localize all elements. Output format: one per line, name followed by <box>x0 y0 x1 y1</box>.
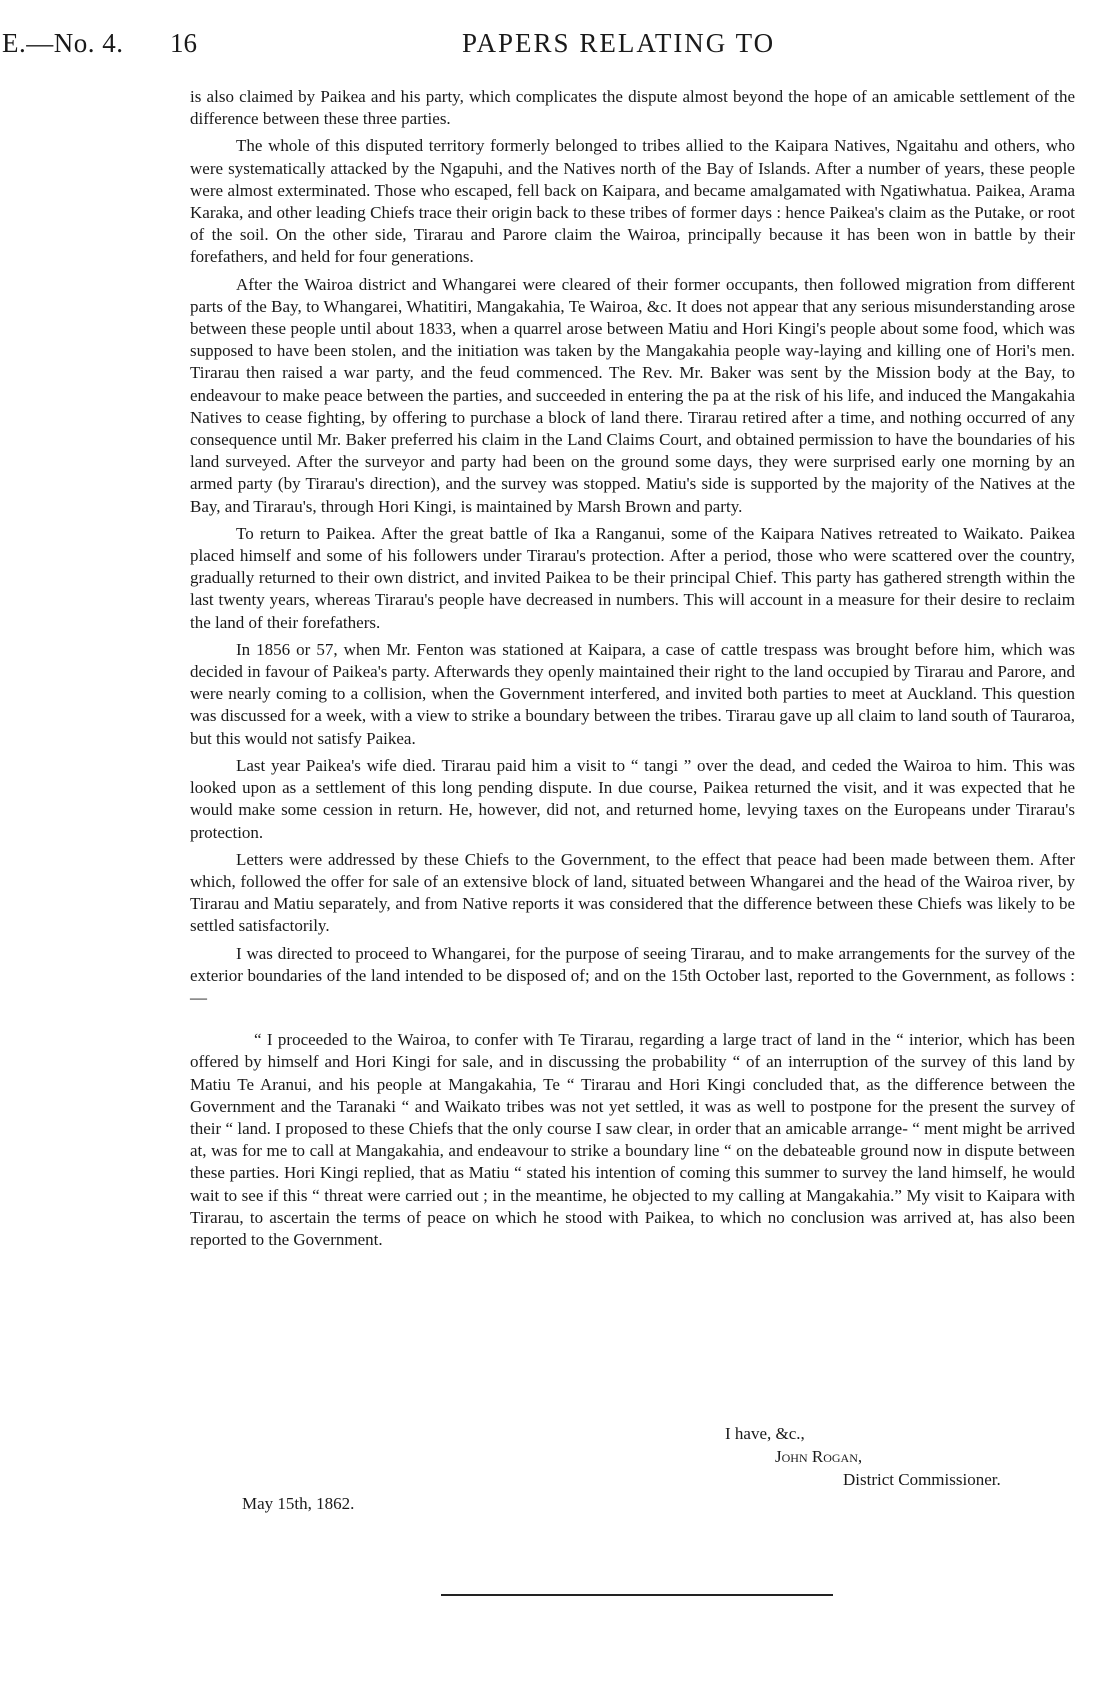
paragraph: I was directed to proceed to Whangarei, for the purpose of seeing Tirarau, and to make arrangements for the survey of the exterior boundaries of the land intended to be disposed of; and on the 15th October last, reported to the Government, as follows :— <box>190 943 1075 1007</box>
closing-rule <box>441 1594 833 1596</box>
signature-block <box>190 1422 1075 1532</box>
document-body <box>190 86 1075 1256</box>
document-reference: E.—No. 4. <box>2 28 124 58</box>
paragraph: In 1856 or 57, when Mr. Fenton was stationed at Kaipara, a case of cattle trespass was brought before him, which was decided in favour of Paikea's party. Afterwards they openly maintained their right to the land occupied by Tirarau and Parore, and were nearly coming to a collision, when the Government interfered, and invited both parties to meet at Auckland. This question was discussed for a week, with a view to strike a boundary between the tribes. Tirarau gave up all claim to land south of Tauraroa, but this would not satisfy Paikea. <box>190 639 1075 748</box>
page-number: 16 <box>170 28 197 58</box>
signatory-title: District Commissioner. <box>843 1470 1001 1489</box>
paragraph: After the Wairoa district and Whangarei were cleared of their former occupants, then followed migration from different parts of the Bay, to Whangarei, Whatitiri, Mangakahia, Te Wairoa, &c. It does not appear that any serious misunderstanding arose between these people until about 1833, when a quarrel arose between Matiu and Hori Kingi's people about some food, which was supposed to have been stolen, and the initiation was taken by the Mangakahia people way-laying and killing one of Hori's men. Tirarau then raised a war party, and the feud commenced. The Rev. Mr. Baker was sent by the Mission body at the Bay, to endeavour to make peace between the parties, and succeeded in entering the pa at the risk of his life, and induced the Mangakahia Natives to cease fighting, by offering to purchase a block of land there. Tirarau retired after a time, and nothing occurred of any consequence until Mr. Baker preferred his claim in the Land Claims Court, and obtained permission to have the boundaries of his land surveyed. After the surveyor and party had been on the ground some days, they were surprised early one morning by an armed party (by Tirarau's direction), and the survey was stopped. Matiu's side is supported by the majority of the Natives at the Bay, and Tirarau's, through Hori Kingi, is maintained by Marsh Brown and party. <box>190 274 1075 516</box>
closing-salutation: I have, &c., <box>725 1424 805 1443</box>
paragraph: The whole of this disputed territory formerly belonged to tribes allied to the Kaipara Natives, Ngaitahu and others, who were systematically attacked by the Ngapuhi, and the Natives north of the Bay of Islands. After a number of years, these people were almost exterminated. Those who escaped, fell back on Kaipara, and became amalgamated with Ngatiwhatua. Paikea, Arama Karaka, and other leading Chiefs trace their origin back to these tribes of former days : hence Paikea's claim as the Putake, or root of the soil. On the other side, Tirarau and Parore claim the Wairoa, principally because it has been won in battle by their forefathers, and held for four generations. <box>190 136 1075 267</box>
paragraph: Last year Paikea's wife died. Tirarau paid him a visit to “ tangi ” over the dead, and ceded the Wairoa to him. This was looked upon as a settlement of this long pending dispute. In due course, Paikea returned the visit, and it was expected that he would make some cession in return. He, however, did not, and returned home, levying taxes on the Europeans under Tirarau's protection. <box>190 755 1075 842</box>
paragraph: To return to Paikea. After the great battle of Ika a Ranganui, some of the Kaipara Natives retreated to Waikato. Paikea placed himself and some of his followers under Tirarau's protection. After a period, those who were scattered over the country, gradually returned to their own district, and invited Paikea to be their principal Chief. This party has gathered strength within the last twenty years, whereas Tirarau's people have decreased in numbers. This will account in a measure for their desire to reclaim the land of their forefathers. <box>190 523 1075 632</box>
quoted-report: “ I proceeded to the Wairoa, to confer with Te Tirarau, regarding a large tract of land in the “ interior, which has been offered by himself and Hori Kingi for sale, and in discussing the probability “ of an interruption of the survey of this land by Matiu Te Aranui, and his people at Mangakahia, Te “ Tirarau and Hori Kingi concluded that, as the difference between the Government and the Taranaki “ and Waikato tribes was not yet settled, it was as well to postpone for the present the survey of their “ land. I proposed to these Chiefs that the only course I saw clear, in order that an amicable arrange- “ ment might be arrived at, was for me to call at Mangakahia, and endeavour to strike a boundary line “ on the debateable ground now in dispute between these parties. Hori Kingi replied, that as Matiu “ stated his intention of coming this summer to survey the land himself, he would wait to see if this “ threat were carried out ; in the meantime, he objected to my calling at Mangakahia.” My visit to Kaipara with Tirarau, to ascertain the terms of peace on which he stood with Paikea, to which no conclusion was arrived at, has also been reported to the Government. <box>190 1030 1075 1249</box>
page-header <box>0 28 1114 64</box>
letter-date: May 15th, 1862. <box>242 1494 355 1513</box>
paragraph: is also claimed by Paikea and his party, which complicates the dispute almost beyond the hope of an amicable settlement of the difference between these three parties. <box>190 87 1075 129</box>
running-title: PAPERS RELATING TO <box>462 28 776 58</box>
signatory-name: John Rogan, <box>775 1447 863 1466</box>
paragraph: Letters were addressed by these Chiefs to the Government, to the effect that peace had been made between them. After which, followed the offer for sale of an extensive block of land, situated between Whangarei and the head of the Wairoa river, by Tirarau and Matiu separately, and from Native reports it was considered that the difference between these Chiefs was likely to be settled satisfactorily. <box>190 849 1075 936</box>
